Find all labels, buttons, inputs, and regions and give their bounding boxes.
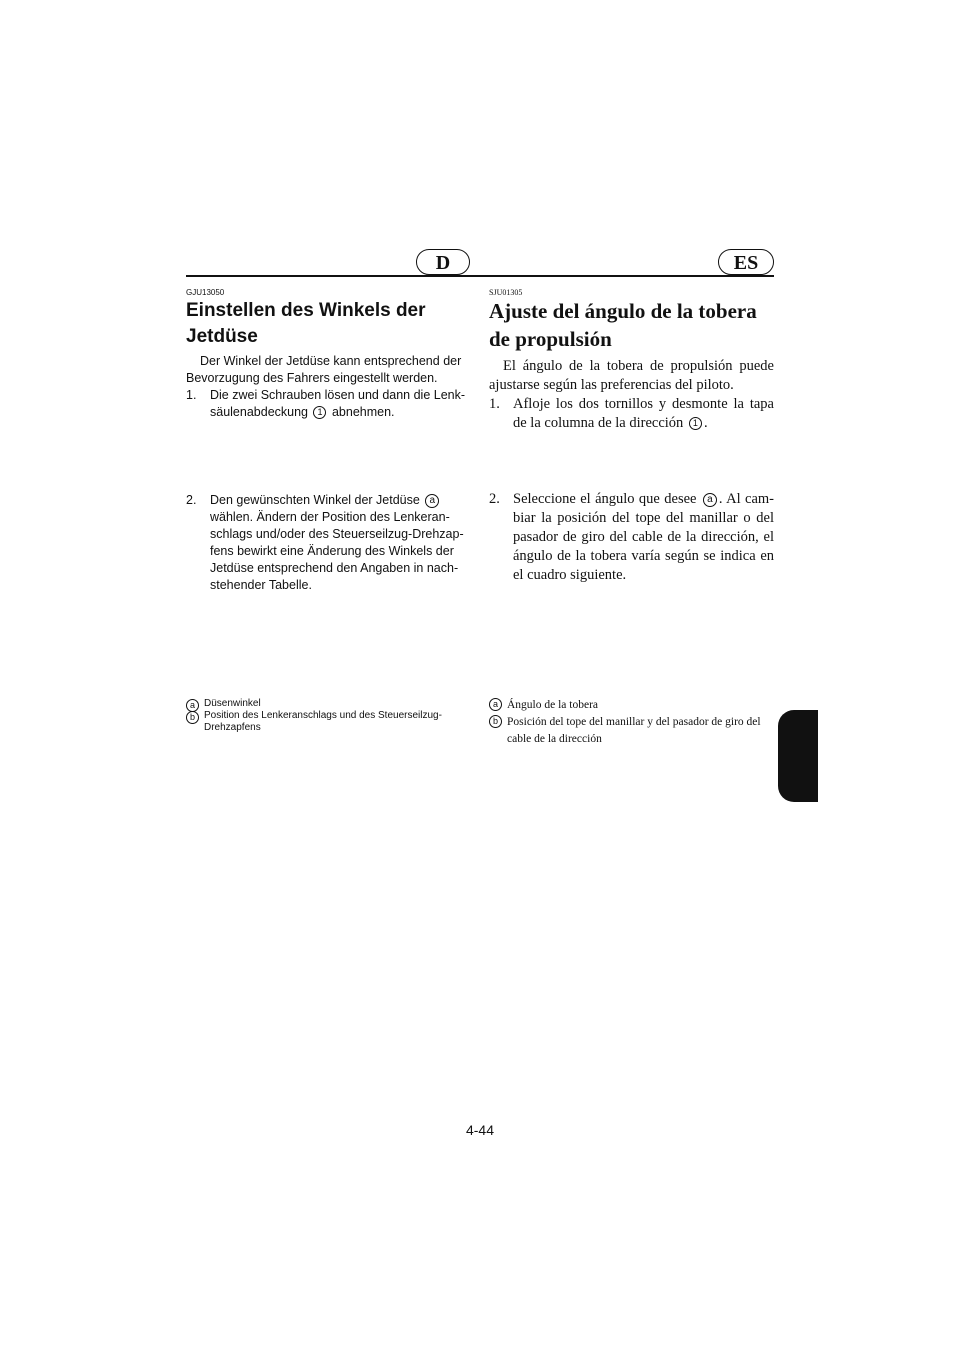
- intro-de: Der Winkel der Jetdüse kann entsprechend der Bevorzugung des Fahrers eingestellt werden.: [186, 354, 462, 385]
- step-text: Seleccione el ángulo que desee: [513, 491, 697, 507]
- language-tab-es: [718, 249, 774, 275]
- caption-marker-b: b: [489, 715, 502, 728]
- step-2-es-block: [489, 490, 774, 585]
- caption-a-es: [489, 697, 774, 714]
- step-text: Afloje los dos tornillos y desmonte la tapa de la columna de la dirección: [513, 396, 774, 431]
- column-es: [489, 288, 774, 433]
- step-1-de: [186, 387, 470, 421]
- step-2-de-block: [186, 492, 470, 594]
- step-text: Die zwei Schrauben lösen und dann die Lenk-säulenabdeckung: [210, 388, 466, 419]
- caption-a-de: [186, 698, 470, 710]
- step-number: 2.: [489, 491, 500, 507]
- section-code-es: SJU01305: [489, 288, 523, 297]
- language-label-es: ES: [733, 252, 759, 274]
- step-number: 1.: [186, 388, 197, 402]
- section-title-de: Einstellen des Winkels der Jetdüse: [186, 300, 426, 347]
- step-1-es: [489, 395, 774, 433]
- step-text: Den gewünschten Winkel der Jetdüse: [210, 493, 420, 507]
- caption-text: Ángulo de la tobera: [507, 699, 599, 711]
- step-text: wählen. Ändern der Position des Lenkeran-schlags und/oder des Steuerseilzug-Drehzap-fens bewirkt eine Änderung des Winkels der Jetdüse entsprechend den Angaben in nach-stehender Tabelle.: [210, 510, 464, 592]
- step-2-de: [186, 492, 470, 594]
- caption-marker-a: a: [186, 699, 199, 712]
- chapter-thumb-tab: [778, 710, 818, 802]
- language-label-de: D: [435, 252, 451, 274]
- column-de: [186, 288, 470, 421]
- reference-marker-1: 1: [313, 406, 326, 419]
- caption-text: Posición del tope del manillar y del pasador de giro del cable de la dirección: [507, 716, 761, 745]
- caption-text: Position des Lenkeranschlags und des Steuerseilzug-Drehzapfens: [204, 710, 442, 733]
- section-code-de: GJU13050: [186, 288, 225, 297]
- step-number: 2.: [186, 493, 197, 507]
- page-number: 4-44: [465, 1122, 495, 1138]
- step-text: abnehmen.: [331, 405, 395, 419]
- step-number: 1.: [489, 396, 500, 412]
- caption-b-es: [489, 714, 774, 748]
- reference-marker-a: a: [425, 494, 439, 508]
- step-text: .: [703, 415, 708, 431]
- captions-es: [489, 697, 774, 748]
- step-2-es: [489, 490, 774, 585]
- step-text: . Al cam-biar la posición del tope del manillar o del pasador de giro del cable de la dirección, el ángulo de la tobera varía según se indica en el cuadro siguiente.: [513, 491, 774, 583]
- language-tab-de: [416, 249, 470, 275]
- captions-de: [186, 698, 470, 734]
- caption-marker-a: a: [489, 698, 502, 711]
- caption-b-de: [186, 710, 470, 734]
- reference-marker-1: 1: [689, 417, 702, 430]
- reference-marker-a: a: [703, 493, 717, 507]
- intro-es: El ángulo de la tobera de propulsión puede ajustarse según las preferencias del piloto.: [489, 358, 774, 393]
- caption-text: Düsenwinkel: [204, 698, 261, 709]
- header-rule: [186, 275, 774, 277]
- section-title-es: Ajuste del ángulo de la tobera de propulsión: [489, 299, 757, 351]
- caption-marker-b: b: [186, 711, 199, 724]
